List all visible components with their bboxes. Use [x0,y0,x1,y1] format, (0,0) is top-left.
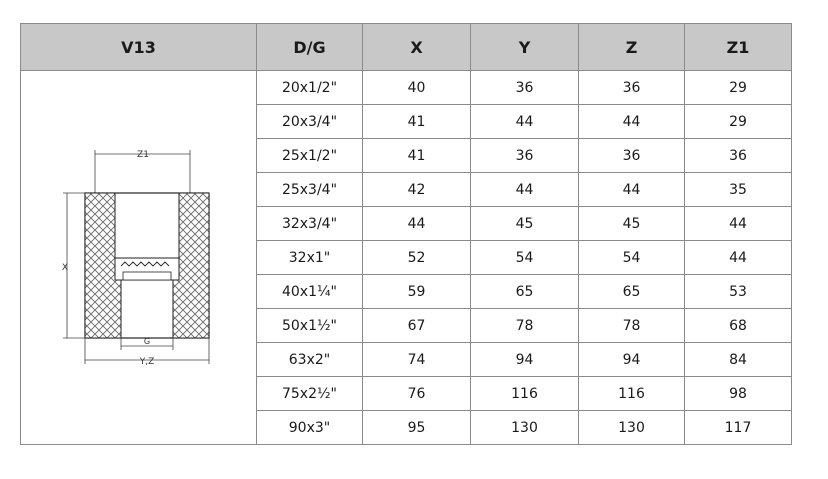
cell-z1: 44 [685,241,792,275]
cell-dg: 40x1¼" [257,275,363,309]
cell-z1: 68 [685,309,792,343]
x-dimension [61,193,84,338]
cell-x: 59 [363,275,471,309]
cell-z: 36 [579,71,685,105]
cell-x: 41 [363,105,471,139]
cell-y: 65 [471,275,579,309]
cell-x: 41 [363,139,471,173]
cell-x: 40 [363,71,471,105]
cell-z1: 117 [685,411,792,445]
g-label: G [143,336,150,346]
cell-dg: 20x3/4" [257,105,363,139]
header-model: V13 [21,24,257,71]
cell-dg: 32x3/4" [257,207,363,241]
cell-dg: 32x1" [257,241,363,275]
cell-y: 54 [471,241,579,275]
z1-dimension [95,150,190,193]
cell-dg: 75x2½" [257,377,363,411]
cell-y: 45 [471,207,579,241]
cell-dg: 50x1½" [257,309,363,343]
cell-y: 36 [471,139,579,173]
cell-dg: 90x3" [257,411,363,445]
cell-z1: 35 [685,173,792,207]
x-label: X [61,262,68,273]
cell-x: 76 [363,377,471,411]
cell-y: 94 [471,343,579,377]
header-y: Y [471,24,579,71]
cell-y: 116 [471,377,579,411]
cell-z: 130 [579,411,685,445]
cell-z: 54 [579,241,685,275]
cell-y: 44 [471,173,579,207]
cell-z: 44 [579,105,685,139]
cell-z1: 29 [685,105,792,139]
cell-x: 42 [363,173,471,207]
cell-x: 67 [363,309,471,343]
header-x: X [363,24,471,71]
cell-y: 36 [471,71,579,105]
cell-z1: 98 [685,377,792,411]
spec-table [20,23,792,445]
cell-y: 130 [471,411,579,445]
cell-y: 44 [471,105,579,139]
cell-z: 45 [579,207,685,241]
cell-z1: 44 [685,207,792,241]
cell-z: 78 [579,309,685,343]
header-dg: D/G [257,24,363,71]
cell-z: 94 [579,343,685,377]
header-z1: Z1 [685,24,792,71]
yz-label: Y,Z [139,356,154,367]
z1-label: Z1 [136,149,149,160]
cell-z: 44 [579,173,685,207]
cell-z1: 29 [685,71,792,105]
fitting-cross-section-drawing [59,138,219,378]
header-z: Z [579,24,685,71]
cell-x: 74 [363,343,471,377]
table-row [21,71,792,105]
cell-z: 36 [579,139,685,173]
cell-z1: 84 [685,343,792,377]
cell-dg: 25x1/2" [257,139,363,173]
cell-z1: 36 [685,139,792,173]
cell-x: 52 [363,241,471,275]
cell-z: 116 [579,377,685,411]
header-row [21,24,792,71]
cell-x: 95 [363,411,471,445]
cell-y: 78 [471,309,579,343]
g-dimension [121,337,173,350]
fitting-drawing-cell [21,71,257,445]
cell-z1: 53 [685,275,792,309]
cell-x: 44 [363,207,471,241]
cell-dg: 63x2" [257,343,363,377]
cell-dg: 20x1/2" [257,71,363,105]
cell-dg: 25x3/4" [257,173,363,207]
cell-z: 65 [579,275,685,309]
